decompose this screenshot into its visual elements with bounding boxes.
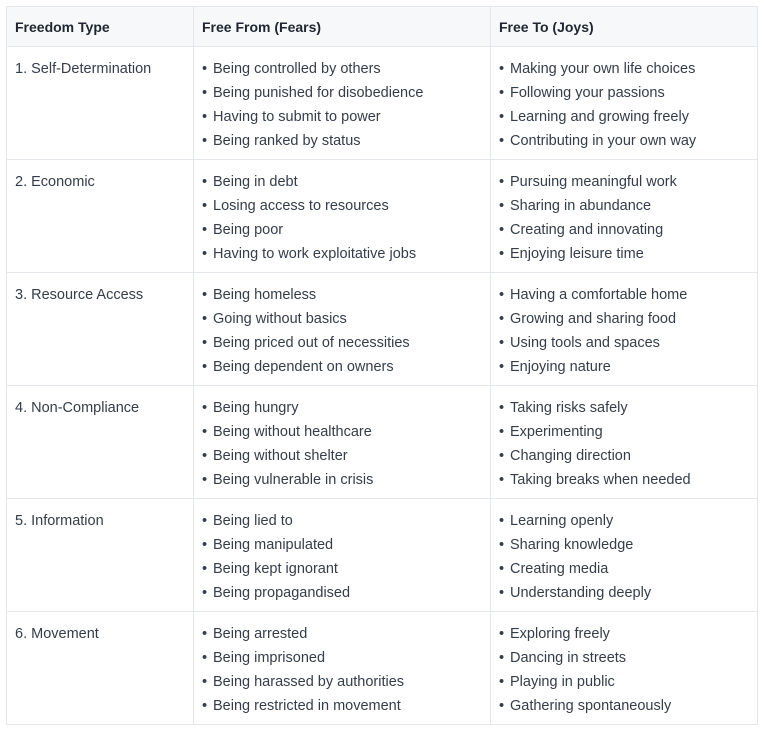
list-item — [499, 194, 749, 218]
list-item — [202, 283, 482, 307]
list-item-text: Being manipulated — [213, 537, 334, 553]
list-item — [202, 533, 482, 557]
list-item — [202, 444, 482, 468]
bullet-icon: • — [499, 585, 505, 601]
bullet-icon: • — [499, 222, 505, 238]
list-item — [202, 694, 482, 718]
list-item — [499, 396, 749, 420]
list-item-text: Being controlled by others — [213, 61, 381, 77]
bullet-icon: • — [499, 174, 505, 190]
list-item-text: Being in debt — [213, 174, 298, 190]
list-item — [499, 242, 749, 266]
free-from-list — [202, 622, 482, 718]
list-item — [202, 129, 482, 153]
table-row — [7, 160, 758, 273]
list-item — [202, 307, 482, 331]
bullet-icon: • — [499, 61, 505, 77]
free-to-list — [499, 170, 749, 266]
free-to-list — [499, 396, 749, 492]
list-item-text: Sharing knowledge — [510, 537, 634, 553]
list-item-text: Taking breaks when needed — [510, 472, 691, 488]
list-item-text: Being lied to — [213, 513, 293, 529]
list-item-text: Changing direction — [510, 448, 631, 464]
list-item — [499, 581, 749, 605]
bullet-icon: • — [499, 311, 505, 327]
freedom-type-label: 4. Non-Compliance — [15, 400, 140, 416]
free-to-cell — [491, 273, 758, 386]
list-item-text: Being restricted in movement — [213, 698, 401, 714]
bullet-icon: • — [499, 674, 505, 690]
bullet-icon: • — [202, 585, 208, 601]
free-to-cell — [491, 612, 758, 725]
list-item-text: Enjoying nature — [510, 359, 611, 375]
list-item-text: Being propagandised — [213, 585, 351, 601]
list-item-text: Exploring freely — [510, 626, 610, 642]
list-item — [499, 670, 749, 694]
free-to-cell — [491, 386, 758, 499]
list-item — [499, 557, 749, 581]
list-item-text: Being arrested — [213, 626, 308, 642]
list-item-text: Being ranked by status — [213, 133, 361, 149]
free-from-cell — [194, 386, 491, 499]
list-item — [499, 420, 749, 444]
table-row — [7, 273, 758, 386]
list-item — [499, 444, 749, 468]
freedom-table-container — [6, 6, 757, 725]
list-item — [499, 81, 749, 105]
list-item-text: Being kept ignorant — [213, 561, 338, 577]
free-from-cell — [194, 273, 491, 386]
free-from-list — [202, 170, 482, 266]
free-from-cell — [194, 612, 491, 725]
list-item — [202, 581, 482, 605]
freedom-type-cell — [7, 612, 194, 725]
bullet-icon: • — [202, 674, 208, 690]
list-item-text: Being dependent on owners — [213, 359, 394, 375]
list-item-text: Making your own life choices — [510, 61, 696, 77]
bullet-icon: • — [202, 61, 208, 77]
bullet-icon: • — [499, 626, 505, 642]
bullet-icon: • — [499, 424, 505, 440]
list-item — [202, 670, 482, 694]
list-item-text: Creating and innovating — [510, 222, 664, 238]
list-item-text: Having a comfortable home — [510, 287, 688, 303]
freedom-type-cell — [7, 160, 194, 273]
bullet-icon: • — [202, 174, 208, 190]
list-item — [202, 420, 482, 444]
bullet-icon: • — [499, 537, 505, 553]
bullet-icon: • — [202, 287, 208, 303]
table-body — [7, 47, 758, 725]
table-row — [7, 499, 758, 612]
list-item-text: Creating media — [510, 561, 609, 577]
list-item — [499, 355, 749, 379]
bullet-icon: • — [202, 198, 208, 214]
freedom-type-cell — [7, 273, 194, 386]
list-item-text: Understanding deeply — [510, 585, 652, 601]
table-header — [7, 7, 758, 47]
list-item — [499, 218, 749, 242]
list-item — [202, 81, 482, 105]
list-item-text: Losing access to resources — [213, 198, 389, 214]
list-item — [202, 355, 482, 379]
list-item-text: Sharing in abundance — [510, 198, 652, 214]
freedom-type-cell — [7, 386, 194, 499]
list-item — [499, 57, 749, 81]
list-item-text: Being without shelter — [213, 448, 348, 464]
bullet-icon: • — [202, 650, 208, 666]
list-item — [499, 694, 749, 718]
list-item-text: Following your passions — [510, 85, 665, 101]
list-item-text: Pursuing meaningful work — [510, 174, 677, 190]
list-item-text: Learning openly — [510, 513, 614, 529]
free-to-list — [499, 509, 749, 605]
list-item — [202, 170, 482, 194]
bullet-icon: • — [202, 424, 208, 440]
bullet-icon: • — [202, 335, 208, 351]
bullet-icon: • — [202, 513, 208, 529]
freedom-type-label: 6. Movement — [15, 626, 99, 642]
bullet-icon: • — [202, 222, 208, 238]
bullet-icon: • — [499, 246, 505, 262]
table-row — [7, 386, 758, 499]
list-item — [202, 331, 482, 355]
header-free-from: Free From (Fears) — [194, 7, 491, 47]
list-item — [499, 533, 749, 557]
freedom-type-cell — [7, 499, 194, 612]
bullet-icon: • — [499, 698, 505, 714]
header-freedom-type: Freedom Type — [7, 7, 194, 47]
list-item-text: Learning and growing freely — [510, 109, 689, 125]
list-item — [202, 557, 482, 581]
list-item-text: Being imprisoned — [213, 650, 326, 666]
list-item — [202, 194, 482, 218]
free-to-list — [499, 283, 749, 379]
list-item-text: Being homeless — [213, 287, 317, 303]
free-from-list — [202, 283, 482, 379]
bullet-icon: • — [499, 335, 505, 351]
bullet-icon: • — [499, 448, 505, 464]
freedom-type-label: 3. Resource Access — [15, 287, 144, 303]
list-item-text: Growing and sharing food — [510, 311, 677, 327]
free-to-cell — [491, 47, 758, 160]
list-item — [499, 283, 749, 307]
header-free-to: Free To (Joys) — [491, 7, 758, 47]
list-item-text: Enjoying leisure time — [510, 246, 644, 262]
list-item — [499, 170, 749, 194]
freedom-type-label: 5. Information — [15, 513, 104, 529]
list-item-text: Being harassed by authorities — [213, 674, 405, 690]
free-to-list — [499, 622, 749, 718]
bullet-icon: • — [202, 537, 208, 553]
header-row — [7, 7, 758, 47]
list-item-text: Using tools and spaces — [510, 335, 660, 351]
list-item-text: Being poor — [213, 222, 284, 238]
list-item — [202, 468, 482, 492]
freedom-type-cell — [7, 47, 194, 160]
bullet-icon: • — [202, 698, 208, 714]
list-item-text: Gathering spontaneously — [510, 698, 672, 714]
bullet-icon: • — [499, 287, 505, 303]
bullet-icon: • — [202, 133, 208, 149]
freedom-type-label: 2. Economic — [15, 174, 95, 190]
free-from-cell — [194, 160, 491, 273]
bullet-icon: • — [202, 109, 208, 125]
bullet-icon: • — [499, 359, 505, 375]
bullet-icon: • — [499, 109, 505, 125]
list-item — [202, 242, 482, 266]
list-item — [202, 509, 482, 533]
list-item-text: Being punished for disobedience — [213, 85, 424, 101]
free-from-cell — [194, 499, 491, 612]
list-item-text: Contributing in your own way — [510, 133, 697, 149]
list-item-text: Having to work exploitative jobs — [213, 246, 417, 262]
bullet-icon: • — [499, 400, 505, 416]
list-item-text: Being without healthcare — [213, 424, 372, 440]
bullet-icon: • — [202, 85, 208, 101]
list-item — [202, 105, 482, 129]
list-item — [202, 218, 482, 242]
bullet-icon: • — [202, 400, 208, 416]
list-item — [499, 129, 749, 153]
table-row — [7, 612, 758, 725]
bullet-icon: • — [202, 246, 208, 262]
list-item — [202, 396, 482, 420]
list-item-text: Dancing in streets — [510, 650, 627, 666]
free-to-cell — [491, 499, 758, 612]
list-item — [499, 331, 749, 355]
freedom-type-label: 1. Self-Determination — [15, 61, 152, 77]
list-item-text: Being priced out of necessities — [213, 335, 410, 351]
list-item — [202, 622, 482, 646]
list-item — [202, 646, 482, 670]
list-item-text: Going without basics — [213, 311, 347, 327]
bullet-icon: • — [202, 311, 208, 327]
table-row — [7, 47, 758, 160]
free-to-list — [499, 57, 749, 153]
list-item — [499, 468, 749, 492]
list-item-text: Being hungry — [213, 400, 299, 416]
freedom-table — [6, 6, 758, 725]
list-item — [499, 307, 749, 331]
list-item — [499, 105, 749, 129]
bullet-icon: • — [499, 561, 505, 577]
bullet-icon: • — [499, 650, 505, 666]
list-item-text: Being vulnerable in crisis — [213, 472, 374, 488]
bullet-icon: • — [499, 133, 505, 149]
bullet-icon: • — [499, 513, 505, 529]
list-item — [499, 646, 749, 670]
list-item — [202, 57, 482, 81]
bullet-icon: • — [202, 359, 208, 375]
list-item — [499, 622, 749, 646]
list-item-text: Taking risks safely — [510, 400, 628, 416]
list-item-text: Having to submit to power — [213, 109, 381, 125]
bullet-icon: • — [202, 561, 208, 577]
free-to-cell — [491, 160, 758, 273]
free-from-cell — [194, 47, 491, 160]
bullet-icon: • — [499, 198, 505, 214]
free-from-list — [202, 509, 482, 605]
bullet-icon: • — [499, 85, 505, 101]
free-from-list — [202, 396, 482, 492]
bullet-icon: • — [499, 472, 505, 488]
bullet-icon: • — [202, 626, 208, 642]
bullet-icon: • — [202, 448, 208, 464]
list-item — [499, 509, 749, 533]
list-item-text: Playing in public — [510, 674, 615, 690]
list-item-text: Experimenting — [510, 424, 603, 440]
bullet-icon: • — [202, 472, 208, 488]
free-from-list — [202, 57, 482, 153]
